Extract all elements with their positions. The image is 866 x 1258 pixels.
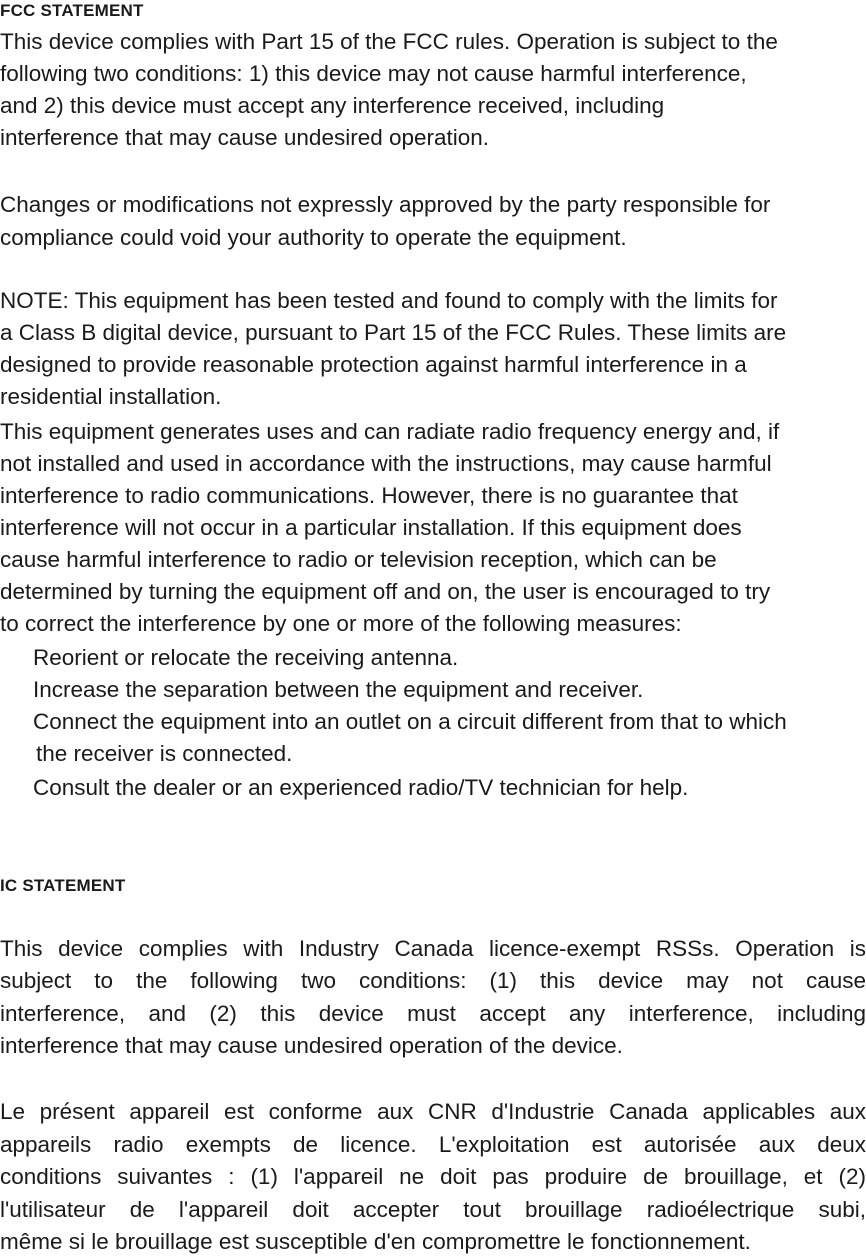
text-line: interference to radio communications. However, there is no guarantee that (0, 483, 738, 508)
text-line: interference, and (2) this device must accept any interference, including (0, 1001, 866, 1026)
text-line: Le présent appareil est conforme aux CNR d'Industrie Canada applicables aux (0, 1099, 866, 1124)
text-line: This device complies with Industry Canada licence-exempt RSSs. Operation is (0, 936, 866, 961)
text-line: l'utilisateur de l'appareil doit accepter tout brouillage radioélectrique subi, (0, 1197, 866, 1222)
text-line: designed to provide reasonable protection against harmful interference in a (0, 352, 747, 377)
text-line: This equipment generates uses and can radiate radio frequency energy and, if (0, 419, 780, 444)
text-line: interference that may cause undesired operation. (0, 125, 490, 150)
text-line: to correct the interference by one or more of the following measures: (0, 611, 682, 636)
text-line: même si le brouillage est susceptible d'en compromettre le fonctionnement. (0, 1229, 751, 1254)
text-line: NOTE: This equipment has been tested and found to comply with the limits for (0, 288, 778, 313)
list-item: Consult the dealer or an experienced radio/TV technician for help. (33, 775, 689, 800)
text-line: not installed and used in accordance with the instructions, may cause harmful (0, 451, 772, 476)
list-item: the receiver is connected. (36, 741, 293, 766)
list-item: Increase the separation between the equipment and receiver. (33, 677, 644, 702)
text-line: Changes or modifications not expressly approved by the party responsible for (0, 192, 771, 217)
text-line: appareils radio exempts de licence. L'exploitation est autorisée aux deux (0, 1132, 866, 1157)
text-line: compliance could void your authority to operate the equipment. (0, 225, 627, 250)
text-line: and 2) this device must accept any interference received, including (0, 93, 665, 118)
ic-heading: IC STATEMENT (0, 876, 126, 895)
text-line: determined by turning the equipment off and on, the user is encouraged to try (0, 579, 771, 604)
list-item: Connect the equipment into an outlet on a circuit different from that to which (33, 709, 787, 734)
text-line: interference will not occur in a particular installation. If this equipment does (0, 515, 742, 540)
text-line: cause harmful interference to radio or television reception, which can be (0, 547, 717, 572)
text-line: residential installation. (0, 384, 222, 409)
text-line: subject to the following two conditions: (1) this device may not cause (0, 968, 866, 993)
list-item: Reorient or relocate the receiving antenna. (33, 645, 459, 670)
text-line: conditions suivantes : (1) l'appareil ne doit pas produire de brouillage, et (2) (0, 1164, 866, 1189)
text-line: interference that may cause undesired operation of the device. (0, 1033, 623, 1058)
text-line: a Class B digital device, pursuant to Part 15 of the FCC Rules. These limits are (0, 320, 787, 345)
text-line: following two conditions: 1) this device may not cause harmful interference, (0, 61, 747, 86)
text-line: This device complies with Part 15 of the FCC rules. Operation is subject to the (0, 29, 778, 54)
fcc-heading: FCC STATEMENT (0, 1, 144, 20)
